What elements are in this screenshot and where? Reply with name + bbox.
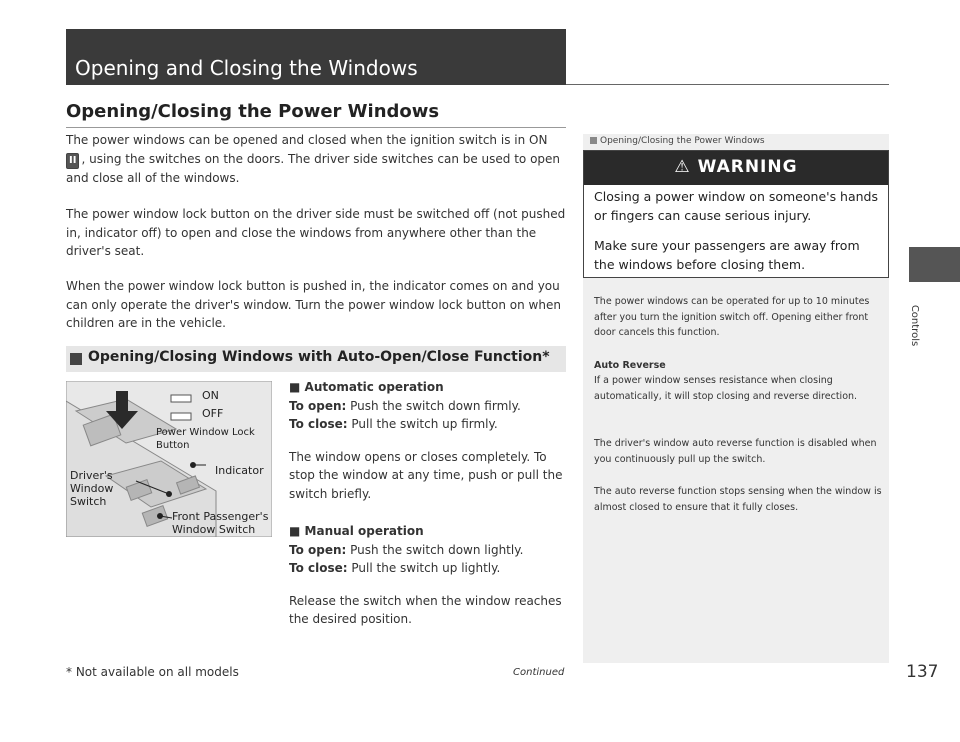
auto-close-text: Pull the switch up firmly. <box>351 417 498 431</box>
subsection-title: Opening/Closing Windows with Auto-Open/Close Function* <box>88 349 550 365</box>
square-bullet-icon: ■ <box>289 524 301 538</box>
manual-note: Release the switch when the window reaches the desired position. <box>289 593 562 626</box>
manual-close-text: Pull the switch up lightly. <box>351 561 501 575</box>
window-switch-illustration <box>66 381 272 537</box>
lock-button-label: Power Window Lock Button <box>156 427 255 451</box>
warning-text-2: Make sure your passengers are away from the windows before closing them. <box>594 238 860 272</box>
page-title: Opening and Closing the Windows <box>75 56 418 80</box>
intro-text-a: The power windows can be opened and closed when the ignition switch is in ON <box>66 133 548 147</box>
chapter-tab-label: Controls <box>909 304 921 347</box>
continued-label: Continued <box>513 667 565 678</box>
side-note-2: The driver's window auto reverse function is disabled when you continuously pull up the switch. <box>594 438 877 465</box>
on-label: ON <box>202 389 219 402</box>
auto-reverse-text: If a power window senses resistance when closing automatically, it will stop closing and reverse direction. <box>594 375 858 402</box>
warning-text-1: Closing a power window on someone's hands or fingers can cause serious injury. <box>594 189 879 223</box>
indicator-paragraph: When the power window lock button is pushed in, the indicator comes on and you can only operate the driver's window. Turn the power window lock button on when children are in the vehicle. <box>66 279 561 330</box>
manual-heading: Manual operation <box>304 524 424 538</box>
auto-open-text: Push the switch down firmly. <box>350 398 521 413</box>
manual-open-text: Push the switch down lightly. <box>350 542 524 557</box>
intro-text-b: , using the switches on the doors. The driver side switches can be used to open and close all of the windows. <box>66 151 561 185</box>
manual-operation <box>289 522 567 629</box>
front-passenger-label: Front Passenger's Window Switch <box>172 510 269 536</box>
title-rule <box>566 84 889 85</box>
manual-open-label: To open: <box>289 542 347 557</box>
square-bullet-icon: ■ <box>289 380 301 394</box>
side-note-3: The auto reverse function stops sensing when the window is almost closed to ensure that it fully closes. <box>594 486 882 513</box>
indicator-label: Indicator <box>215 464 264 477</box>
manual-close-label: To close: <box>289 561 348 575</box>
reference-mark-icon <box>590 137 597 144</box>
auto-note: The window opens or closes completely. To stop the window at any time, push or pull the switch briefly. <box>289 449 563 501</box>
auto-close-label: To close: <box>289 417 348 431</box>
side-reference-label <box>590 136 765 146</box>
chapter-tab <box>909 247 960 282</box>
side-note-1: The power windows can be operated for up to 10 minutes after you turn the ignition switch off. Opening either front door cancels this function. <box>594 296 870 338</box>
drivers-switch-label: Driver's Window Switch <box>70 469 114 508</box>
page-number: 137 <box>906 662 939 682</box>
auto-reverse-heading: Auto Reverse <box>594 360 666 371</box>
automatic-operation <box>289 378 567 503</box>
footnote: * Not available on all models <box>66 665 239 679</box>
section-rule <box>66 127 566 128</box>
warning-title <box>584 157 888 177</box>
intro-paragraph <box>66 131 566 187</box>
off-label: OFF <box>202 407 224 420</box>
side-label-text: Opening/Closing the Power Windows <box>600 136 765 146</box>
lock-paragraph: The power window lock button on the driver side must be switched off (not pushed in, indicator off) to open and close the windows from anywhere other than the driver's seat. <box>66 207 566 258</box>
auto-open-label: To open: <box>289 398 347 413</box>
square-bullet-icon <box>70 353 82 365</box>
automatic-heading: Automatic operation <box>304 380 444 394</box>
warning-title-text: WARNING <box>697 157 798 177</box>
warning-triangle-icon: ⚠ <box>674 157 691 177</box>
ignition-key-icon: II <box>66 153 79 169</box>
section-title: Opening/Closing the Power Windows <box>66 101 440 122</box>
